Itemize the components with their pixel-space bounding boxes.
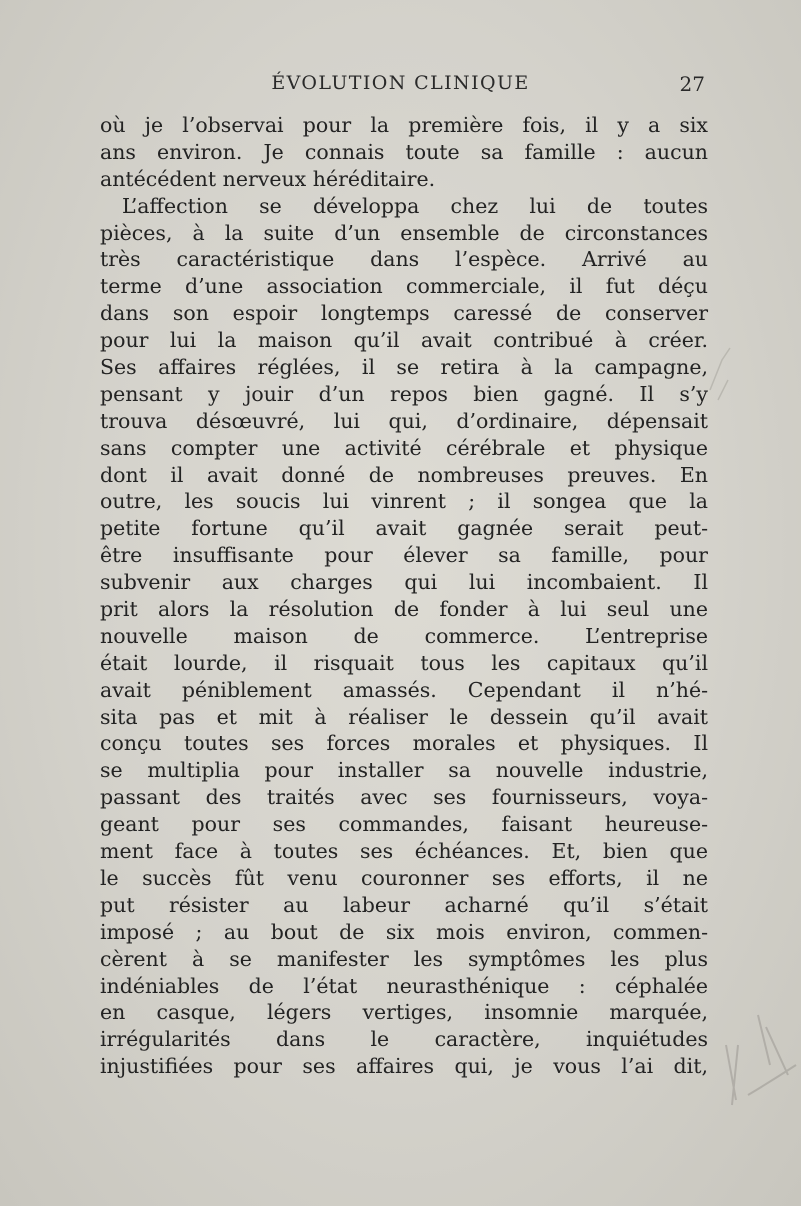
text-line: indéniables de l’état neurasthénique : céphalée xyxy=(100,973,708,998)
text-line: cèrent à se manifester les symptômes les plus xyxy=(100,946,708,971)
text-line: put résister au labeur acharné qu’il s’était xyxy=(100,892,708,917)
text-line: était lourde, il risquait tous les capitaux qu’il xyxy=(100,650,708,675)
text-line: Ses affaires réglées, il se retira à la campagne, xyxy=(100,355,708,380)
text-line: sans compter une activité cérébrale et physique xyxy=(100,435,708,460)
text-line: avait péniblement amassés. Cependant il n’hé- xyxy=(100,677,708,702)
paragraph-first-line: L’affection se développa chez lui de toutes xyxy=(122,193,708,218)
text-line: prit alors la résolution de fonder à lui seul une xyxy=(100,597,708,622)
text-line: très caractéristique dans l’espèce. Arrivé au xyxy=(100,247,708,272)
text-line: antécédent nerveux héréditaire. xyxy=(100,166,436,191)
text-line: ment face à toutes ses échéances. Et, bien que xyxy=(100,839,708,864)
text-line: pièces, à la suite d’un ensemble de circonstances xyxy=(100,220,708,245)
text-line: se multiplia pour installer sa nouvelle industrie, xyxy=(100,758,708,783)
text-line: sita pas et mit à réaliser le dessein qu’il avait xyxy=(100,704,708,729)
page-number: 27 xyxy=(679,72,705,96)
text-line: petite fortune qu’il avait gagnée serait peut- xyxy=(100,516,708,541)
bleed-through-mark xyxy=(718,1005,798,1115)
text-line: où je l’observai pour la première fois, il y a six xyxy=(100,113,708,137)
text-line: en casque, légers vertiges, insomnie marquée, xyxy=(100,1000,708,1025)
text-line: conçu toutes ses forces morales et physiques. Il xyxy=(100,731,708,756)
text-line: pour lui la maison qu’il avait contribué à créer. xyxy=(100,328,708,353)
running-head xyxy=(0,72,801,102)
text-line: injustifiées pour ses affaires qui, je vous l’ai dit, xyxy=(100,1054,708,1079)
text-line: terme d’une association commerciale, il fut déçu xyxy=(100,274,708,299)
text-line: passant des traités avec ses fournisseurs, voya- xyxy=(100,785,708,810)
text-line: outre, les soucis lui vinrent ; il songea que la xyxy=(100,489,708,514)
text-line: dont il avait donné de nombreuses preuves. En xyxy=(100,462,708,487)
body-text xyxy=(100,112,708,1080)
text-line: irrégularités dans le caractère, inquiétudes xyxy=(100,1027,708,1052)
text-line: nouvelle maison de commerce. L’entreprise xyxy=(100,623,708,648)
text-line: pensant y jouir d’un repos bien gagné. Il s’y xyxy=(100,381,708,406)
text-line: ans environ. Je connais toute sa famille : aucun xyxy=(100,139,708,164)
text-line: le succès fût venu couronner ses efforts, il ne xyxy=(100,865,708,890)
text-line: imposé ; au bout de six mois environ, commen- xyxy=(100,919,708,944)
text-line: geant pour ses commandes, faisant heureuse- xyxy=(100,812,708,837)
text-line: trouva désœuvré, lui qui, d’ordinaire, dépensait xyxy=(100,408,708,433)
text-line: dans son espoir longtemps caressé de conserver xyxy=(100,301,708,326)
text-line: être insuffisante pour élever sa famille, pour xyxy=(100,543,708,568)
text-line: subvenir aux charges qui lui incombaient. Il xyxy=(100,570,708,595)
running-title: ÉVOLUTION CLINIQUE xyxy=(271,72,530,94)
